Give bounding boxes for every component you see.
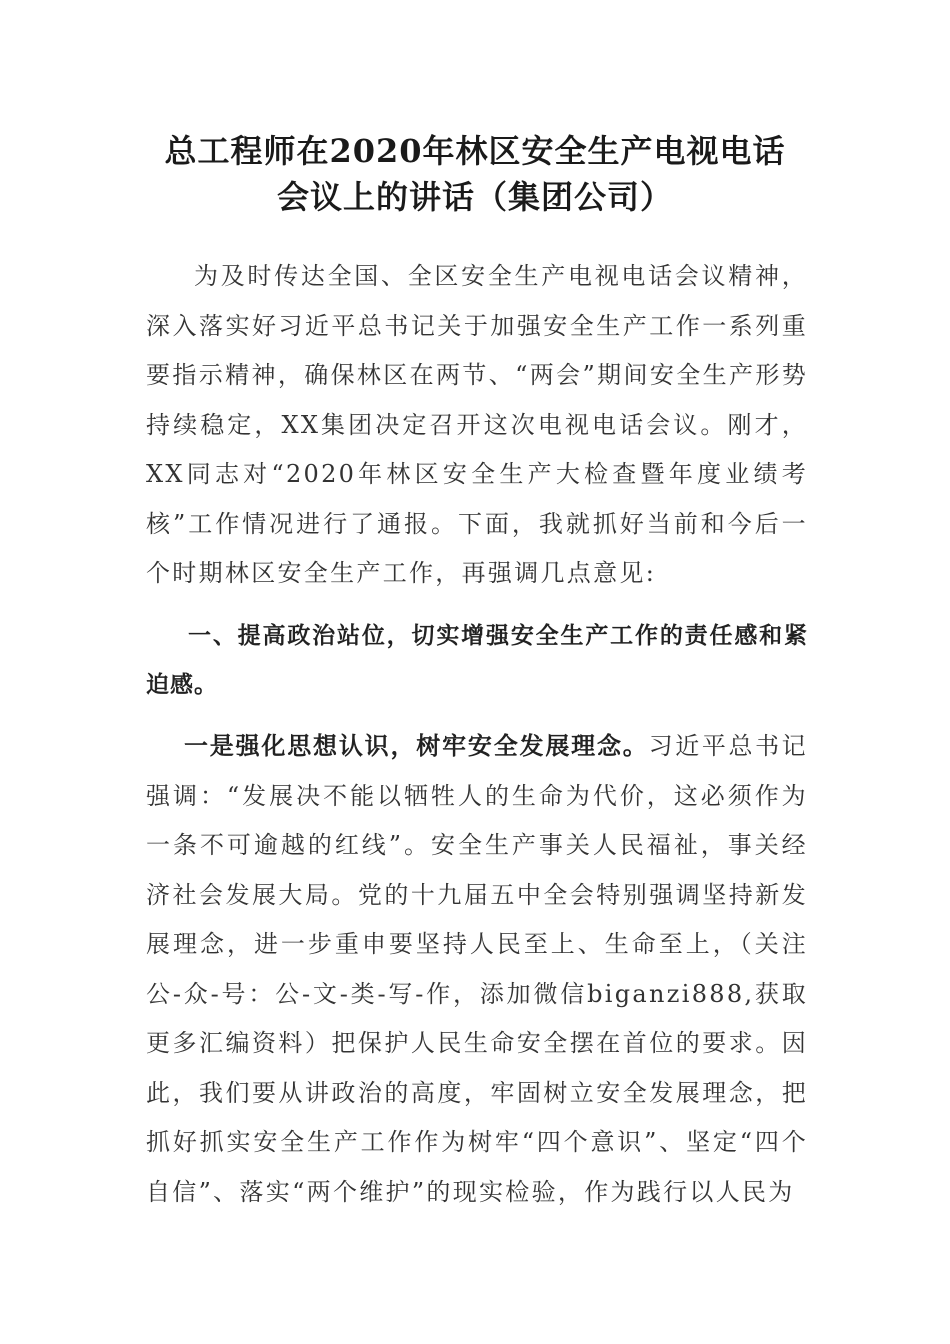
paragraph-body-text: 习近平总书记强调：“发展决不能以牺牲人的生命为代价，这必须作为一条不可逾越的红线”。安全生产事关人民福祉，事关经济社会发展大局。党的十九届五中全会特别强调坚持新发展理念，进一步重申要坚持人民至上、生命至上，（关注公-众-号：公-文-类-写-作，添加微信biganzi888,获取更多汇编资料）把保护人民生命安全摆在首位的要求。因此，我们要从讲政治的高度，牢固树立安全发展理念，把抓好抓实安全生产工作作为树牢“四个意识”、坚定“四个自信”、落实“两个维护”的现实检验，作为践行以人民为: [146, 732, 808, 1206]
section-paragraph-1: [146, 722, 808, 1217]
document-title-line-2: 会议上的讲话（集团公司）: [276, 178, 673, 216]
document-title-line-1: 总工程师在2020年林区安全生产电视电话: [164, 132, 786, 170]
section-heading-1: 一、提高政治站位，切实增强安全生产工作的责任感和紧迫感。: [146, 623, 808, 698]
intro-paragraph: 为及时传达全国、全区安全生产电视电话会议精神，深入落实好习近平总书记关于加强安全生产工作一系列重要指示精神，确保林区在两节、“两会”期间安全生产形势持续稳定，XX集团决定召开这次电视电话会议。刚才，XX同志对“2020年林区安全生产大检查暨年度业绩考核”工作情况进行了通报。下面，我就抓好当前和今后一个时期林区安全生产工作，再强调几点意见:: [146, 262, 808, 587]
paragraph-lead-sentence: 一是强化思想认识，树牢安全发展理念。: [184, 732, 649, 760]
